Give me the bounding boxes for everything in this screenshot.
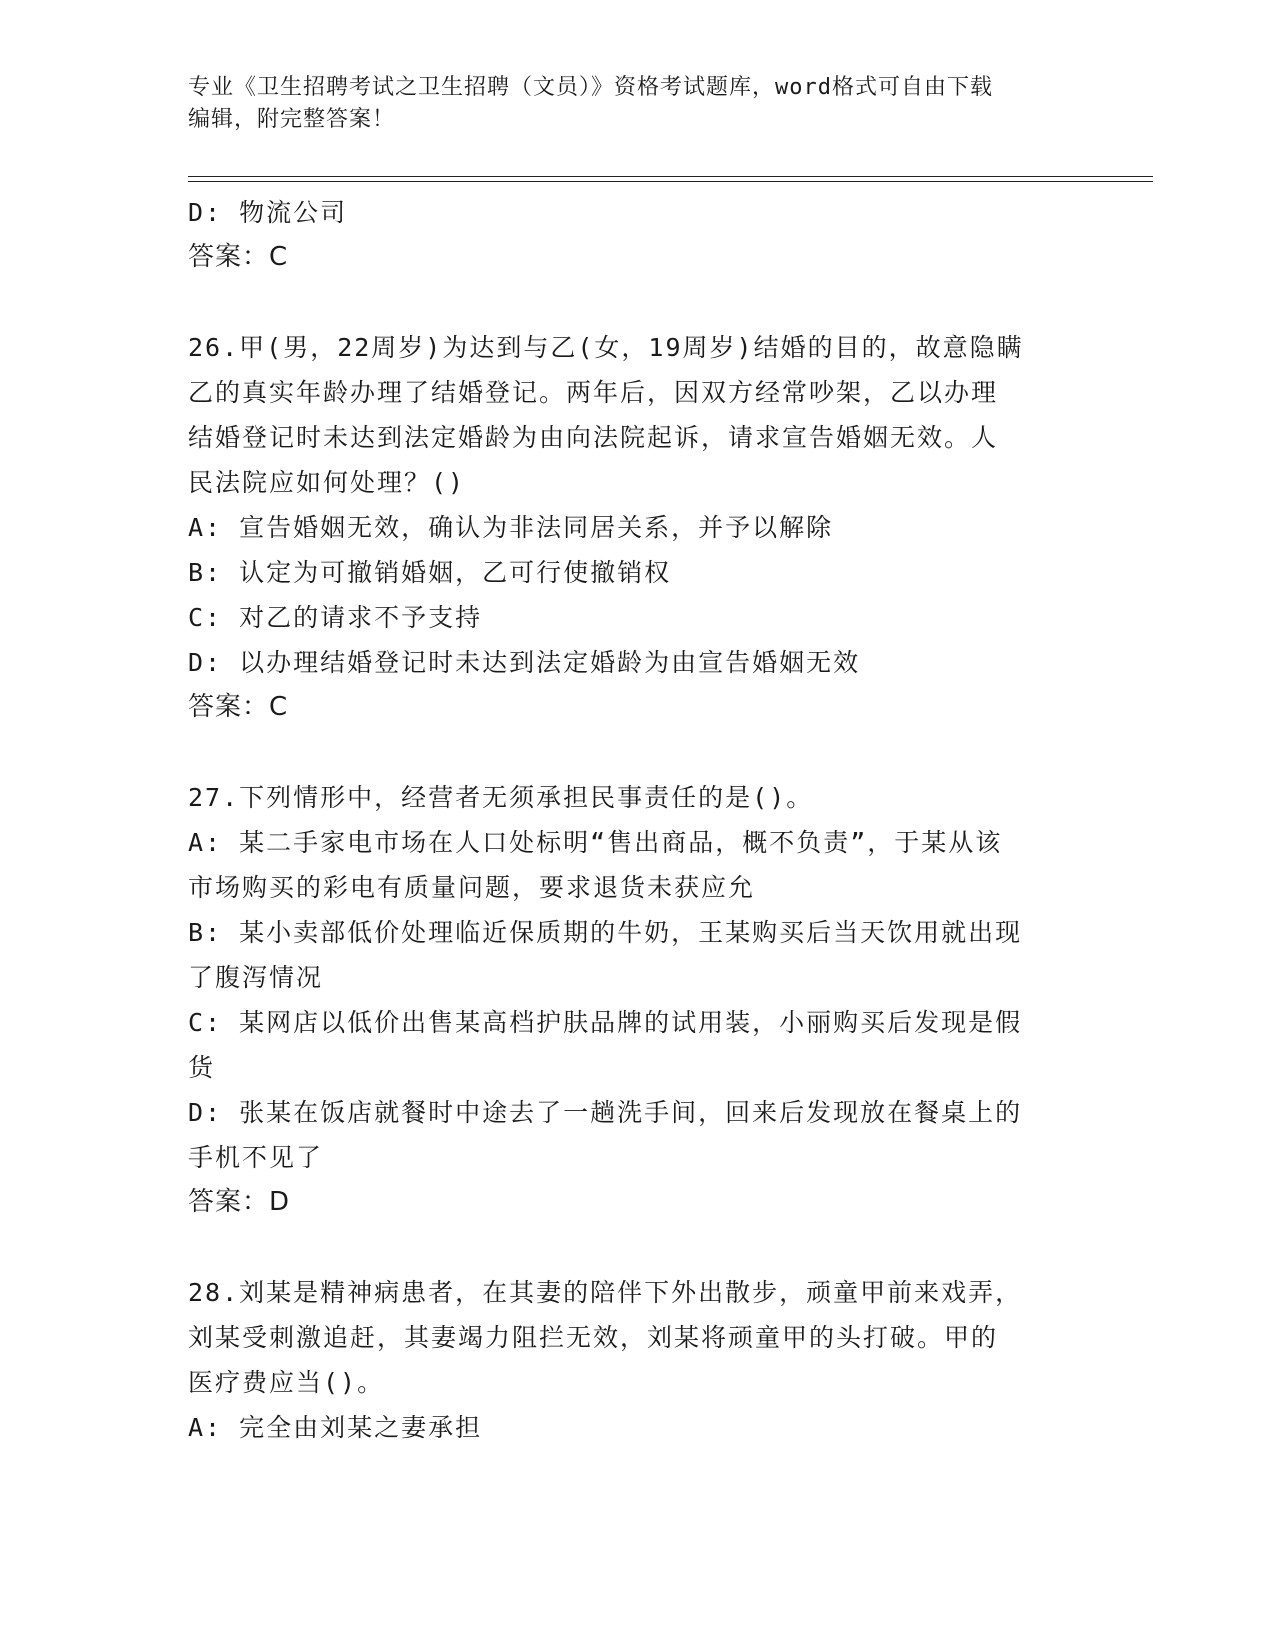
question-27 (188, 775, 1088, 1225)
answer: 答案：D (188, 1187, 291, 1217)
option-d: D: 物流公司 (188, 198, 348, 227)
spacer (188, 1225, 1088, 1270)
option-b: B: 某小卖部低价处理临近保质期的牛奶，王某购买后当天饮用就出现 (188, 918, 1023, 947)
option-d-continued: 手机不见了 (188, 1143, 324, 1172)
page-header (188, 72, 1088, 136)
option-c: C: 某网店以低价出售某高档护肤品牌的试用装，小丽购买后发现是假 (188, 1008, 1023, 1037)
option-a: A: 宣告婚姻无效，确认为非法同居关系，并予以解除 (188, 513, 834, 542)
question-stem-line: 刘某受刺激追赶，其妻竭力阻拦无效，刘某将顽童甲的头打破。甲的 (188, 1323, 999, 1352)
option-a: A: 完全由刘某之妻承担 (188, 1413, 483, 1442)
spacer (188, 280, 1088, 325)
header-rule-top (188, 176, 1153, 177)
option-d: D: 以办理结婚登记时未达到法定婚龄为由宣告婚姻无效 (188, 648, 861, 677)
option-a-continued: 市场购买的彩电有质量问题，要求退货未获应允 (188, 873, 756, 902)
option-d: D: 张某在饭店就餐时中途去了一趟洗手间，回来后发现放在餐桌上的 (188, 1098, 1023, 1127)
question-content (188, 190, 1088, 1450)
question-stem-line: 医疗费应当()。 (188, 1368, 385, 1397)
question-stem-line: 结婚登记时未达到法定婚龄为由向法院起诉，请求宣告婚姻无效。人 (188, 423, 999, 452)
question-stem-line: 民法院应如何处理？() (188, 468, 466, 497)
spacer (188, 730, 1088, 775)
option-a: A: 某二手家电市场在人口处标明“售出商品，概不负责”，于某从该 (188, 828, 1003, 857)
option-c-continued: 货 (188, 1053, 216, 1082)
question-stem-line: 28.刘某是精神病患者，在其妻的陪伴下外出散步，顽童甲前来戏弄， (188, 1278, 1023, 1307)
header-rule-bottom (188, 181, 1153, 182)
question-stem-line: 乙的真实年龄办理了结婚登记。两年后，因双方经常吵架，乙以办理 (188, 378, 999, 407)
answer: 答案：C (188, 242, 289, 272)
header-line-1: 专业《卫生招聘考试之卫生招聘（文员）》资格考试题库，word格式可自由下载 (188, 75, 993, 100)
header-line-2: 编辑，附完整答案！ (188, 107, 396, 132)
option-b-continued: 了腹泻情况 (188, 963, 324, 992)
answer: 答案：C (188, 692, 289, 722)
question-26 (188, 325, 1088, 730)
option-b: B: 认定为可撤销婚姻，乙可行使撤销权 (188, 558, 672, 587)
option-c: C: 对乙的请求不予支持 (188, 603, 483, 632)
question-stem-line: 27.下列情形中，经营者无须承担民事责任的是()。 (188, 783, 814, 812)
question-28 (188, 1270, 1088, 1450)
question-stem-line: 26.甲(男，22周岁)为达到与乙(女，19周岁)结婚的目的，故意隐瞒 (188, 333, 1024, 362)
question-25 (188, 190, 1088, 280)
